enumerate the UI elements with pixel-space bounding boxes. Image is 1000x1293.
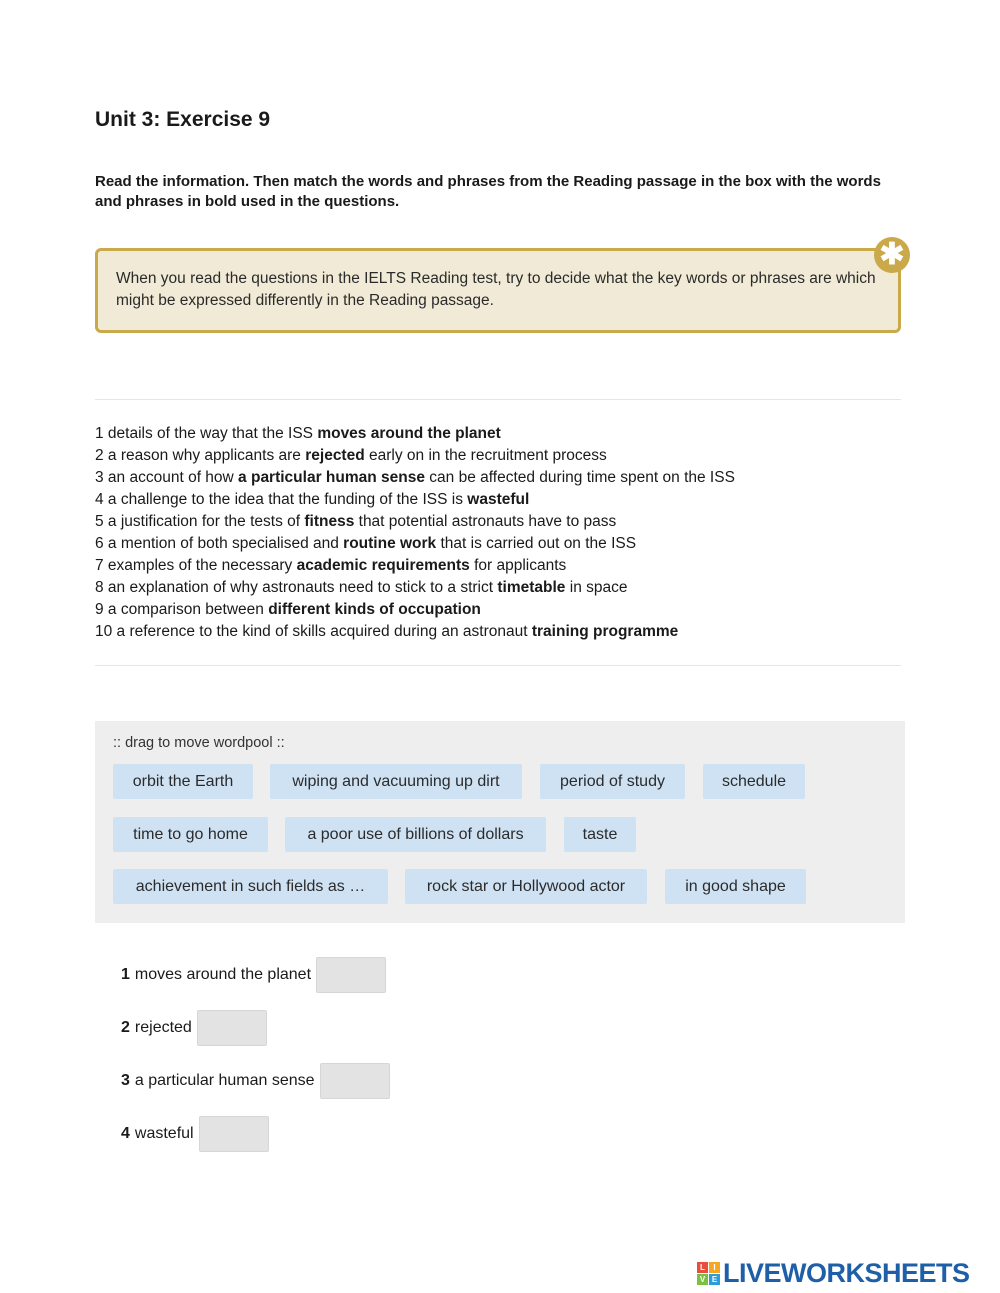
drop-slot[interactable] xyxy=(316,957,386,993)
page-title: Unit 3: Exercise 9 xyxy=(95,108,271,131)
tip-box xyxy=(95,248,901,333)
divider-bottom xyxy=(95,665,901,666)
answer-number: 2 xyxy=(121,1019,130,1036)
brand-logo xyxy=(697,1258,970,1289)
answer-row xyxy=(121,957,386,993)
answer-row xyxy=(121,1116,269,1152)
question-line: 1 details of the way that the ISS moves around the planet xyxy=(95,425,501,442)
brand-logo-icon xyxy=(697,1262,720,1285)
answer-label: a particular human sense xyxy=(134,1072,315,1089)
answer-number: 3 xyxy=(121,1072,130,1089)
question-line: 9 a comparison between different kinds of occupation xyxy=(95,601,481,618)
answer-label: wasteful xyxy=(134,1125,194,1142)
question-line: 10 a reference to the kind of skills acquired during an astronaut training programme xyxy=(95,623,679,640)
drop-slot[interactable] xyxy=(320,1063,390,1099)
word-chip[interactable]: rock star or Hollywood actor xyxy=(405,869,647,904)
question-line: 2 a reason why applicants are rejected early on in the recruitment process xyxy=(95,447,607,464)
wordpool[interactable] xyxy=(95,721,905,923)
answer-label: rejected xyxy=(134,1019,192,1036)
drop-slot[interactable] xyxy=(197,1010,267,1046)
answer-number: 4 xyxy=(121,1125,130,1142)
word-chip[interactable]: wiping and vacuuming up dirt xyxy=(270,764,522,799)
drop-slot[interactable] xyxy=(199,1116,269,1152)
word-chip[interactable]: a poor use of billions of dollars xyxy=(285,817,546,852)
star-icon: ✱ xyxy=(874,237,910,273)
word-chip[interactable]: schedule xyxy=(703,764,805,799)
question-line: 7 examples of the necessary academic requirements for applicants xyxy=(95,557,567,574)
question-line: 5 a justification for the tests of fitness that potential astronauts have to pass xyxy=(95,513,617,530)
brand-grid-cell: E xyxy=(709,1274,720,1285)
divider-top xyxy=(95,399,901,400)
brand-grid-cell: V xyxy=(697,1274,708,1285)
question-line: 4 a challenge to the idea that the funding of the ISS is wasteful xyxy=(95,491,530,508)
wordpool-drag-handle[interactable]: :: drag to move wordpool :: xyxy=(113,735,285,751)
question-line: 3 an account of how a particular human sense can be affected during time spent on the ISS xyxy=(95,469,735,486)
question-line: 6 a mention of both specialised and routine work that is carried out on the ISS xyxy=(95,535,637,552)
answer-row xyxy=(121,1010,267,1046)
question-list xyxy=(95,423,735,643)
word-chip[interactable]: taste xyxy=(564,817,636,852)
word-chip[interactable]: time to go home xyxy=(113,817,268,852)
question-line: 8 an explanation of why astronauts need to stick to a strict timetable in space xyxy=(95,579,628,596)
answer-number: 1 xyxy=(121,966,130,983)
tip-text: When you read the questions in the IELTS Reading test, try to decide what the key words or phrases are which might be expressed differently in the Reading passage. xyxy=(116,270,876,309)
brand-grid-cell: L xyxy=(697,1262,708,1273)
answer-label: moves around the planet xyxy=(134,966,312,983)
word-chip[interactable]: orbit the Earth xyxy=(113,764,253,799)
brand-grid-cell: I xyxy=(709,1262,720,1273)
word-chip[interactable]: period of study xyxy=(540,764,685,799)
instructions: Read the information. Then match the words and phrases from the Reading passage in the box with the words and phrases in bold used in the questions. xyxy=(95,173,881,210)
brand-name: LIVEWORKSHEETS xyxy=(723,1258,970,1288)
word-chip[interactable]: achievement in such fields as … xyxy=(113,869,388,904)
answer-row xyxy=(121,1063,390,1099)
word-chip[interactable]: in good shape xyxy=(665,869,806,904)
